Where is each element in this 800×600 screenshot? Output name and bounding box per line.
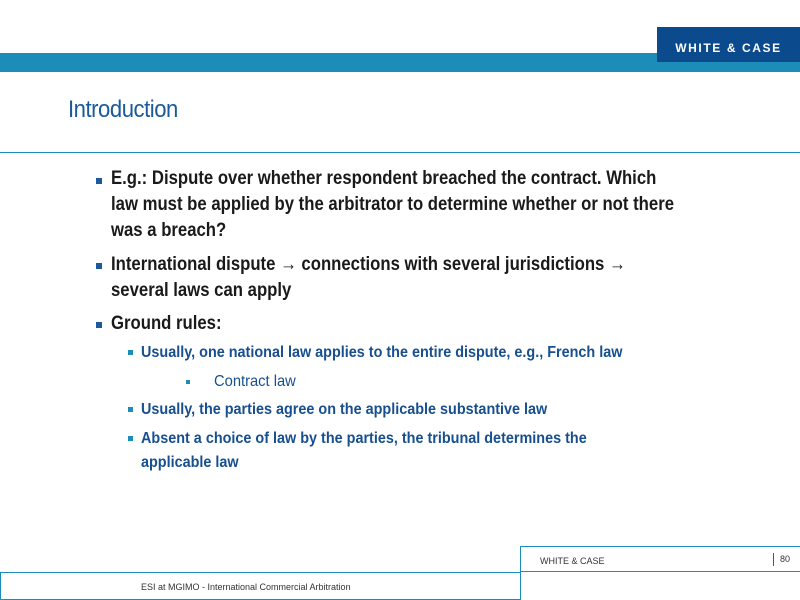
white-case-logo: WHITE & CASE	[657, 27, 800, 62]
bullet-line: was a breach?	[111, 220, 227, 241]
bullet-text	[111, 166, 727, 244]
bullet-text	[111, 311, 727, 337]
bullet-line: several laws can apply	[111, 280, 292, 301]
bullet-line: E.g.: Dispute over whether respondent breached the contract. Which	[111, 168, 657, 189]
sub-bullet-text	[141, 341, 699, 365]
sub-sub-bullet-marker	[186, 380, 190, 384]
bullet-line: Ground rules:	[111, 313, 222, 334]
bullet-marker	[96, 263, 102, 269]
sub-bullet-line: applicable law	[141, 454, 239, 471]
footer-course-text: ESI at MGIMO - International Commercial Arbitration	[141, 582, 351, 592]
footer-brand: WHITE & CASE	[540, 556, 605, 566]
sub-sub-bullet-text: Contract law	[214, 373, 296, 390]
sub-bullet-marker	[128, 350, 133, 355]
bullet-line: law must be applied by the arbitrator to determine whether or not there	[111, 194, 674, 215]
sub-bullet-marker	[128, 407, 133, 412]
bullet-marker	[96, 322, 102, 328]
bullet-marker	[96, 178, 102, 184]
title-divider	[0, 152, 800, 153]
sub-bullet-line: Usually, the parties agree on the applicable substantive law	[141, 401, 548, 418]
footer-separator	[773, 553, 774, 566]
page-number: 80	[780, 554, 791, 564]
sub-bullet-text	[141, 398, 699, 422]
bullet-text	[111, 252, 727, 304]
bullet-line: International dispute → connections with several jurisdictions →	[111, 254, 626, 275]
sub-bullet-line: Absent a choice of law by the parties, the tribunal determines the	[141, 430, 587, 447]
sub-bullet-text	[141, 427, 699, 475]
sub-bullet-line: Usually, one national law applies to the entire dispute, e.g., French law	[141, 344, 623, 361]
sub-bullet-marker	[128, 436, 133, 441]
slide-title: Introduction	[68, 96, 178, 123]
